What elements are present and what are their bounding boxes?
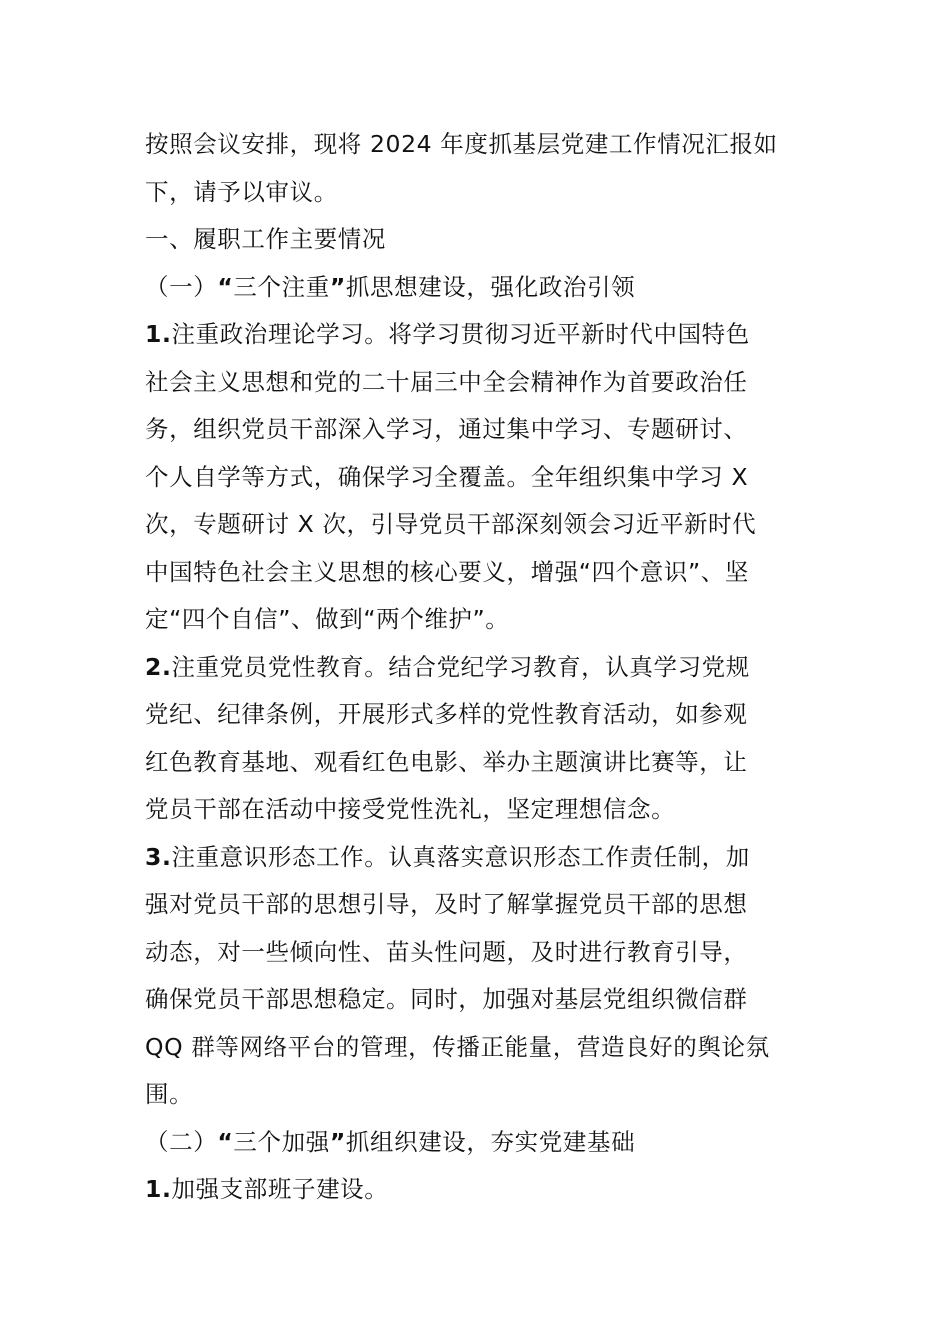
subsection-heading-2: （二）“三个加强”抓组织建设，夯实党建基础 (145, 1128, 636, 1156)
item-4-line-1: 1.加强支部班子建设。 (145, 1175, 389, 1203)
item-number: 1. (145, 320, 172, 348)
item-3-line-4: 确保党员干部思想稳定。同时，加强对基层党组织微信群 (145, 985, 748, 1013)
item-1-line-7: 定“四个自信”、做到“两个维护”。 (145, 605, 510, 633)
item-number: 1. (145, 1175, 172, 1203)
item-2-line-1: 2.注重党员党性教育。结合党纪学习教育，认真学习党规 (145, 653, 750, 681)
item-3-line-2: 强对党员干部的思想引导，及时了解掌握党员干部的思想 (145, 890, 748, 918)
item-3-line-6: 围。 (145, 1080, 194, 1108)
item-3-line-1: 3.注重意识形态工作。认真落实意识形态工作责任制，加 (145, 843, 750, 871)
item-1-line-5: 次，专题研讨 X 次，引导党员干部深刻领会习近平新时代 (145, 510, 757, 538)
item-1-line-4: 个人自学等方式，确保学习全覆盖。全年组织集中学习 X (145, 463, 749, 491)
item-1-line-6: 中国特色社会主义思想的核心要义，增强“四个意识”、坚 (145, 558, 749, 586)
item-3-line-3: 动态，对一些倾向性、苗头性问题，及时进行教育引导， (145, 938, 748, 966)
item-2-line-4: 党员干部在活动中接受党性洗礼，坚定理想信念。 (145, 795, 676, 823)
item-1-line-1: 1.注重政治理论学习。将学习贯彻习近平新时代中国特色 (145, 320, 750, 348)
intro-line-1: 按照会议安排，现将 2024 年度抓基层党建工作情况汇报如 (145, 130, 778, 158)
item-number: 3. (145, 843, 172, 871)
item-number: 2. (145, 653, 172, 681)
item-3-line-5: QQ 群等网络平台的管理，传播正能量，营造良好的舆论氛 (145, 1033, 770, 1061)
item-2-line-2: 党纪、纪律条例，开展形式多样的党性教育活动，如参观 (145, 700, 748, 728)
section-heading-1: 一、履职工作主要情况 (145, 225, 386, 253)
subsection-heading-1: （一）“三个注重”抓思想建设，强化政治引领 (145, 273, 636, 301)
item-1-line-2: 社会主义思想和党的二十届三中全会精神作为首要政治任 (145, 368, 748, 396)
intro-line-2: 下，请予以审议。 (145, 178, 338, 206)
item-2-line-3: 红色教育基地、观看红色电影、举办主题演讲比赛等，让 (145, 748, 748, 776)
item-1-line-3: 务，组织党员干部深入学习，通过集中学习、专题研讨、 (145, 415, 748, 443)
